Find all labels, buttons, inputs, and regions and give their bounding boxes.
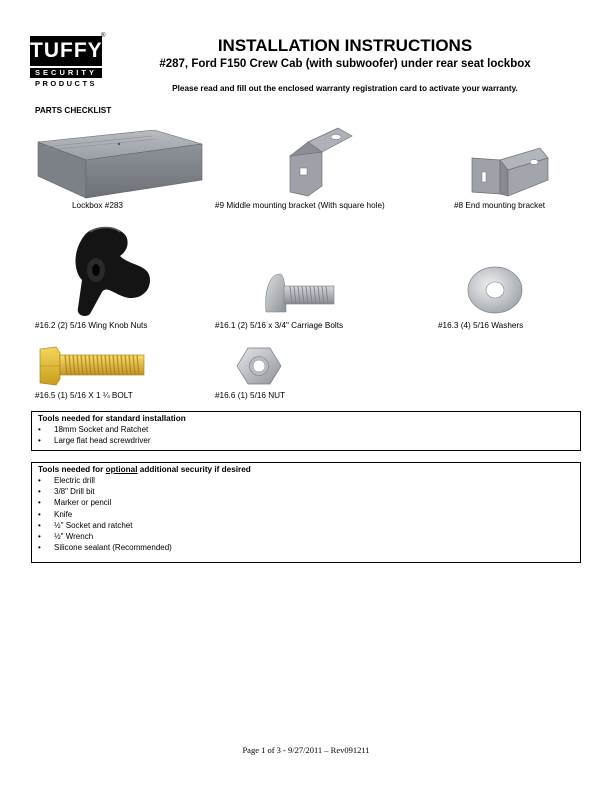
logo-registered: ® (101, 33, 106, 39)
warranty-notice: Please read and fill out the enclosed warranty registration card to activate your warranty. (172, 84, 518, 93)
title-suffix: additional security if desired (137, 465, 251, 474)
title-prefix: Tools needed for (38, 465, 106, 474)
list-item: • Large flat head screwdriver (38, 435, 574, 446)
brand-logo (30, 33, 106, 92)
part-label-wing-knob-nuts: #16.2 (2) 5/16 Wing Knob Nuts (35, 321, 148, 330)
page-subtitle: #287, Ford F150 Crew Cab (with subwoofer) under rear seat lockbox (159, 58, 531, 70)
part-label-carriage-bolts: #16.1 (2) 5/16 x 3/4" Carriage Bolts (215, 321, 344, 330)
hex-nut-icon (236, 346, 282, 386)
list-item: • ½" Wrench (38, 531, 574, 542)
washer-icon (466, 265, 524, 315)
page-title: INSTALLATION INSTRUCTIONS (217, 36, 473, 55)
list-item: • Silicone sealant (Recommended) (38, 542, 574, 553)
carriage-bolt-icon (262, 270, 336, 320)
logo-security: SECURITY (30, 68, 102, 78)
tools-standard-title: Tools needed for standard installation (38, 414, 186, 423)
part-label-hex-nut: #16.6 (1) 5/16 NUT (215, 391, 286, 400)
list-item: • Marker or pencil (38, 497, 574, 508)
list-item: • Electric drill (38, 475, 574, 486)
part-label-end-bracket: #8 End mounting bracket (454, 201, 546, 210)
list-item: • Knife (38, 509, 574, 520)
logo-brand: TUFFY (30, 36, 102, 66)
lockbox-icon (34, 130, 206, 200)
tools-standard-box (31, 411, 581, 451)
hex-bolt-icon (38, 345, 148, 387)
list-item: • ½" Socket and ratchet (38, 520, 574, 531)
logo-products: PRODUCTS (34, 79, 98, 88)
wing-knob-nut-icon (66, 222, 152, 318)
tools-optional-title (38, 464, 574, 475)
part-label-hex-bolt: #16.5 (1) 5/16 X 1 ¼ BOLT (35, 391, 133, 400)
list-item: • 18mm Socket and Ratchet (38, 424, 574, 435)
tools-optional-box (31, 462, 581, 563)
page-footer: Page 1 of 3 - 9/27/2011 – Rev091211 (242, 745, 370, 755)
middle-bracket-icon (286, 126, 356, 198)
list-item: • 3/8" Drill bit (38, 486, 574, 497)
tools-optional-list (38, 475, 574, 553)
part-label-middle-bracket: #9 Middle mounting bracket (With square hole) (215, 201, 385, 210)
title-emphasis: optional (105, 465, 138, 474)
end-bracket-icon (468, 146, 552, 198)
part-label-lockbox: Lockbox #283 (72, 201, 123, 210)
tools-standard-list (38, 424, 574, 446)
parts-checklist-heading: PARTS CHECKLIST (35, 106, 112, 115)
part-label-washers: #16.3 (4) 5/16 Washers (438, 321, 524, 330)
